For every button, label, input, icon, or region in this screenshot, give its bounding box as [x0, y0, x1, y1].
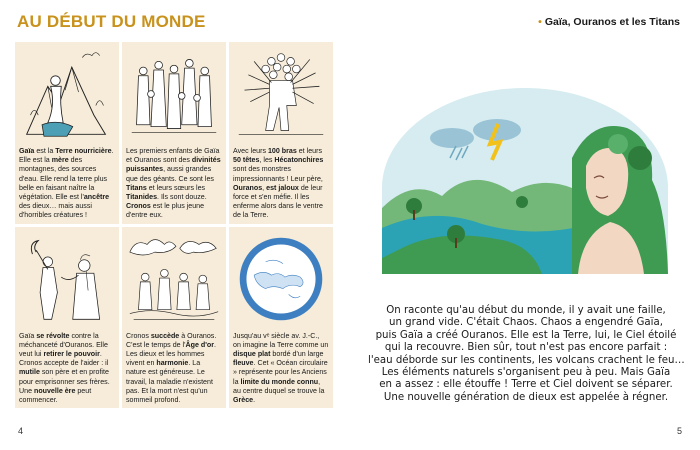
panel-text-bold: Âge d'or — [185, 340, 214, 349]
panel-text-bold: Terre nourricière — [55, 147, 112, 155]
story-line-2: un grand vide. C'était Chaos. Chaos a engendré Gaïa, — [389, 317, 663, 329]
panel-text-bold: Cronos — [126, 202, 151, 211]
panel-text-run: et leurs sœurs les — [146, 183, 206, 192]
panel-text-run: bordé d'un large — [270, 350, 324, 359]
story-line-6: Les éléments naturels s'organisent peu à peu. Mais Gaïa — [381, 367, 671, 379]
panel-text-bold: fleuve — [233, 359, 254, 368]
panel-text-run: , aussi grandes que des géants. Ce sont les — [126, 165, 214, 183]
golden-age-icon — [126, 231, 222, 327]
panel-text-run: est la — [34, 147, 56, 155]
gaia-landscape-icon — [382, 88, 668, 274]
panel-text-run: . La nature est généreuse. Le travail, la maladie n'existent pas. Et la mort n'est qu'un sommeil profond. — [126, 359, 213, 405]
panel-text-run: . Cronos accepte de l'aider : il — [19, 350, 109, 368]
panel-6 — [229, 227, 333, 409]
panel-text-run: contre la méchanceté d'Ouranos. Elle veut lui — [19, 331, 108, 359]
panel-text-run: des montagnes, des sources d'eau. Elle rend la terre plus belle en faisant naître la végétation. Elle est l' — [19, 156, 108, 202]
titans-group-icon — [126, 46, 222, 142]
hecatonchires-icon — [233, 46, 329, 142]
panel-text-bold: mutile — [19, 368, 40, 377]
panel-3 — [229, 42, 333, 224]
story-text — [368, 305, 684, 404]
flat-earth-disc-icon — [233, 231, 329, 327]
panel-text-run: des dieux… mais aussi d'horribles créatures ! — [19, 202, 92, 220]
panel-text-run: et leurs — [296, 147, 322, 155]
section-title: Gaïa, Ouranos et les Titans — [544, 16, 680, 28]
panel-text-run: , au centre duquel se trouve la — [233, 377, 325, 395]
panel-text-run: Avec leurs — [233, 147, 268, 155]
panel-5 — [122, 227, 226, 409]
panel-text-run: sont des monstres impressionnants ! Leur père, — [233, 165, 323, 183]
panel-text-bold: succède — [150, 331, 180, 340]
panel-1-text — [19, 147, 115, 221]
panel-text-bold: Gaïa — [19, 147, 35, 155]
panel-text-bold: Ouranos — [233, 183, 263, 192]
page-number-right: 5 — [676, 426, 682, 436]
panel-text-bold: retirer le pouvoir — [43, 350, 100, 359]
panel-text-run: son père et en profite pour emprisonner ses frères. Une — [19, 368, 110, 395]
panel-text-run: , les — [259, 156, 275, 165]
sickle-attack-icon — [19, 231, 115, 327]
panel-text-run: . — [253, 396, 256, 405]
story-line-7: en a assez : elle étouffe ! Terre et Ciel doivent se séparer. — [379, 379, 673, 391]
panel-text-run: . Les dieux et les hommes vivent en — [126, 340, 216, 368]
panel-text-run: Jusqu'au vᵉ siècle av. J.-C., on imagine la Terre comme un — [233, 331, 329, 349]
section-label — [538, 16, 680, 28]
panel-6-text — [233, 332, 329, 406]
panel-text-bold: divinités puissantes — [126, 156, 221, 174]
gaia-mountain-icon — [19, 46, 115, 142]
panel-text-run: peut commencer. — [19, 386, 92, 405]
panel-text-bold: Titans — [126, 183, 147, 192]
panel-2 — [122, 42, 226, 224]
panel-text-bold: limite du monde connu — [240, 377, 319, 386]
panel-text-run: . Elle est la — [19, 147, 114, 165]
panel-text-run: Gaïa — [19, 331, 37, 340]
story-line-1: On raconte qu'au début du monde, il y avait une faille, — [386, 305, 666, 316]
comic-panel-grid — [15, 42, 333, 405]
page-number-left: 4 — [18, 426, 24, 436]
panel-4-text — [19, 332, 115, 406]
panel-text-run: Les premiers enfants de Gaïa et Ouranos sont des — [126, 147, 220, 165]
panel-text-bold: Hécatonchires — [274, 156, 324, 165]
panel-1 — [15, 42, 119, 224]
section-bullet: • — [538, 16, 542, 28]
panel-text-run: , — [262, 183, 267, 192]
panel-text-bold: Grèce — [233, 396, 254, 405]
panel-text-bold: mère — [51, 156, 69, 165]
panel-text-bold: 100 bras — [267, 147, 297, 155]
story-line-4: qui la recouvre. Bien sûr, tout n'est pas encore parfait : — [384, 342, 668, 354]
panel-text-run: est le plus jeune d'entre eux. — [126, 202, 205, 220]
panel-4 — [15, 227, 119, 409]
page-title: AU DÉBUT DU MONDE — [17, 12, 206, 31]
panel-3-text — [233, 147, 329, 221]
panel-text-bold: nouvelle ère — [33, 386, 76, 395]
cloud-icon — [430, 128, 474, 148]
panel-text-bold: se révolte — [36, 331, 70, 340]
panel-text-run: de leur force et s'en méfie. Il les enferme alors dans le ventre de la Terre. — [233, 183, 323, 220]
panel-5-text — [126, 332, 222, 406]
panel-text-run: . Ils sont douze. — [157, 193, 207, 202]
story-line-5: l'eau déborde sur les continents, les volcans crachent le feu… — [368, 354, 685, 366]
panel-text-run: à Ouranos. C'est le temps de l' — [126, 331, 217, 349]
panel-text-run: . Cet « Océan circulaire » représente pour les Anciens la — [233, 359, 328, 386]
story-line-8: Une nouvelle génération de dieux est appelée à régner. — [383, 391, 669, 403]
panel-text-bold: ancêtre — [83, 193, 110, 202]
panel-text-bold: est jaloux — [266, 183, 299, 192]
panel-text-bold: harmonie — [156, 359, 189, 368]
story-line-3: puis Gaïa a créé Ouranos. Elle est la Terre, lui, le Ciel étoilé — [375, 329, 677, 341]
panel-text-bold: 50 têtes — [233, 156, 260, 165]
panel-text-bold: disque plat — [233, 350, 271, 359]
panel-text-run: Cronos — [126, 331, 151, 340]
panel-text-bold: Titanides — [126, 193, 158, 202]
panel-2-text — [126, 147, 222, 221]
